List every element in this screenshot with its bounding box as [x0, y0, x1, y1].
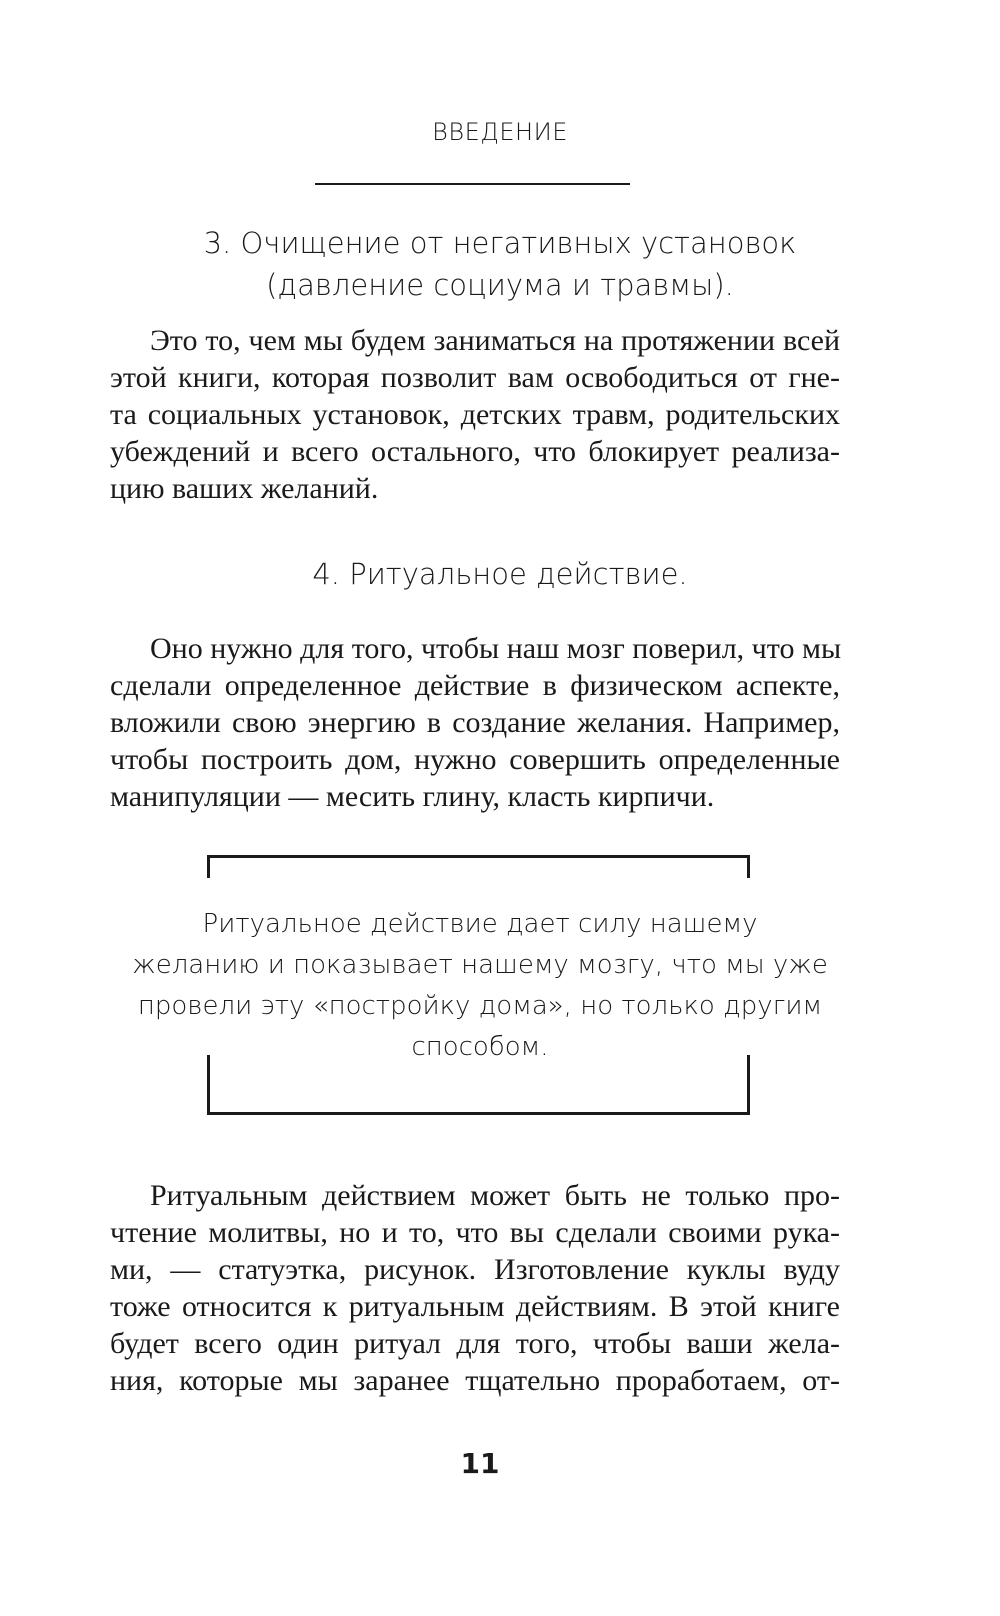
header-divider — [315, 183, 630, 185]
callout-line: желанию и показывает нашему мозгу, что мы уже — [132, 950, 828, 980]
paragraph-line: чтение молитвы, но и то, что вы сделали своими рука- — [110, 1216, 840, 1249]
paragraph-line: чтобы построить дом, нужно совершить определенные — [110, 743, 840, 776]
section-heading-4: 4. Ритуальное действие. — [312, 557, 688, 591]
callout-bracket-top — [207, 855, 750, 878]
paragraph-line: ния, которые мы заранее тщательно проработаем, от- — [110, 1364, 840, 1397]
callout-text — [115, 904, 845, 1068]
paragraph — [110, 322, 840, 507]
paragraph-line: Оно нужно для того, чтобы наш мозг поверил, что мы — [150, 632, 842, 665]
paragraph-line: та социальных установок, детских травм, родительских — [110, 398, 840, 431]
paragraph-line: тоже относится к ритуальным действиям. В этой книге — [110, 1290, 840, 1323]
paragraph-line: Это то, чем мы будем заниматься на протяжении всей — [150, 324, 840, 357]
paragraph-line: ми, — статуэтка, рисунок. Изготовление куклы вуду — [110, 1253, 840, 1286]
paragraph-line: убеждений и всего остального, что блокирует реализа- — [110, 435, 840, 468]
page-number: 11 — [460, 1447, 500, 1480]
heading-line: (давление социума и травмы). — [266, 268, 734, 302]
paragraph-line: цию ваших желаний. — [110, 472, 379, 505]
section-heading-3 — [0, 222, 1000, 306]
paragraph — [110, 1177, 840, 1399]
paragraph-line: сделали определенное действие в физическом аспекте, — [110, 669, 840, 702]
heading-line: 3. Очищение от негативных установок — [203, 226, 797, 260]
paragraph-line: этой книги, которая позволит вам освободиться от гне- — [110, 361, 840, 394]
paragraph-line: вложили свою энергию в создание желания. Например, — [110, 706, 840, 739]
callout-line: провели эту «постройку дома», но только другим — [137, 991, 823, 1021]
paragraph-line: будет всего один ритуал для того, чтобы ваши жела- — [110, 1327, 840, 1360]
callout-bracket-bottom — [207, 1055, 750, 1115]
paragraph-line: Ритуальным действием может быть не только про- — [150, 1179, 840, 1212]
paragraph-line: манипуляции — месить глину, класть кирпичи. — [110, 780, 715, 813]
paragraph — [110, 630, 840, 815]
callout-line: Ритуальное действие дает силу нашему — [202, 909, 758, 939]
running-header: ВВЕДЕНИЕ — [432, 118, 568, 146]
callout-line: способом. — [411, 1032, 549, 1062]
